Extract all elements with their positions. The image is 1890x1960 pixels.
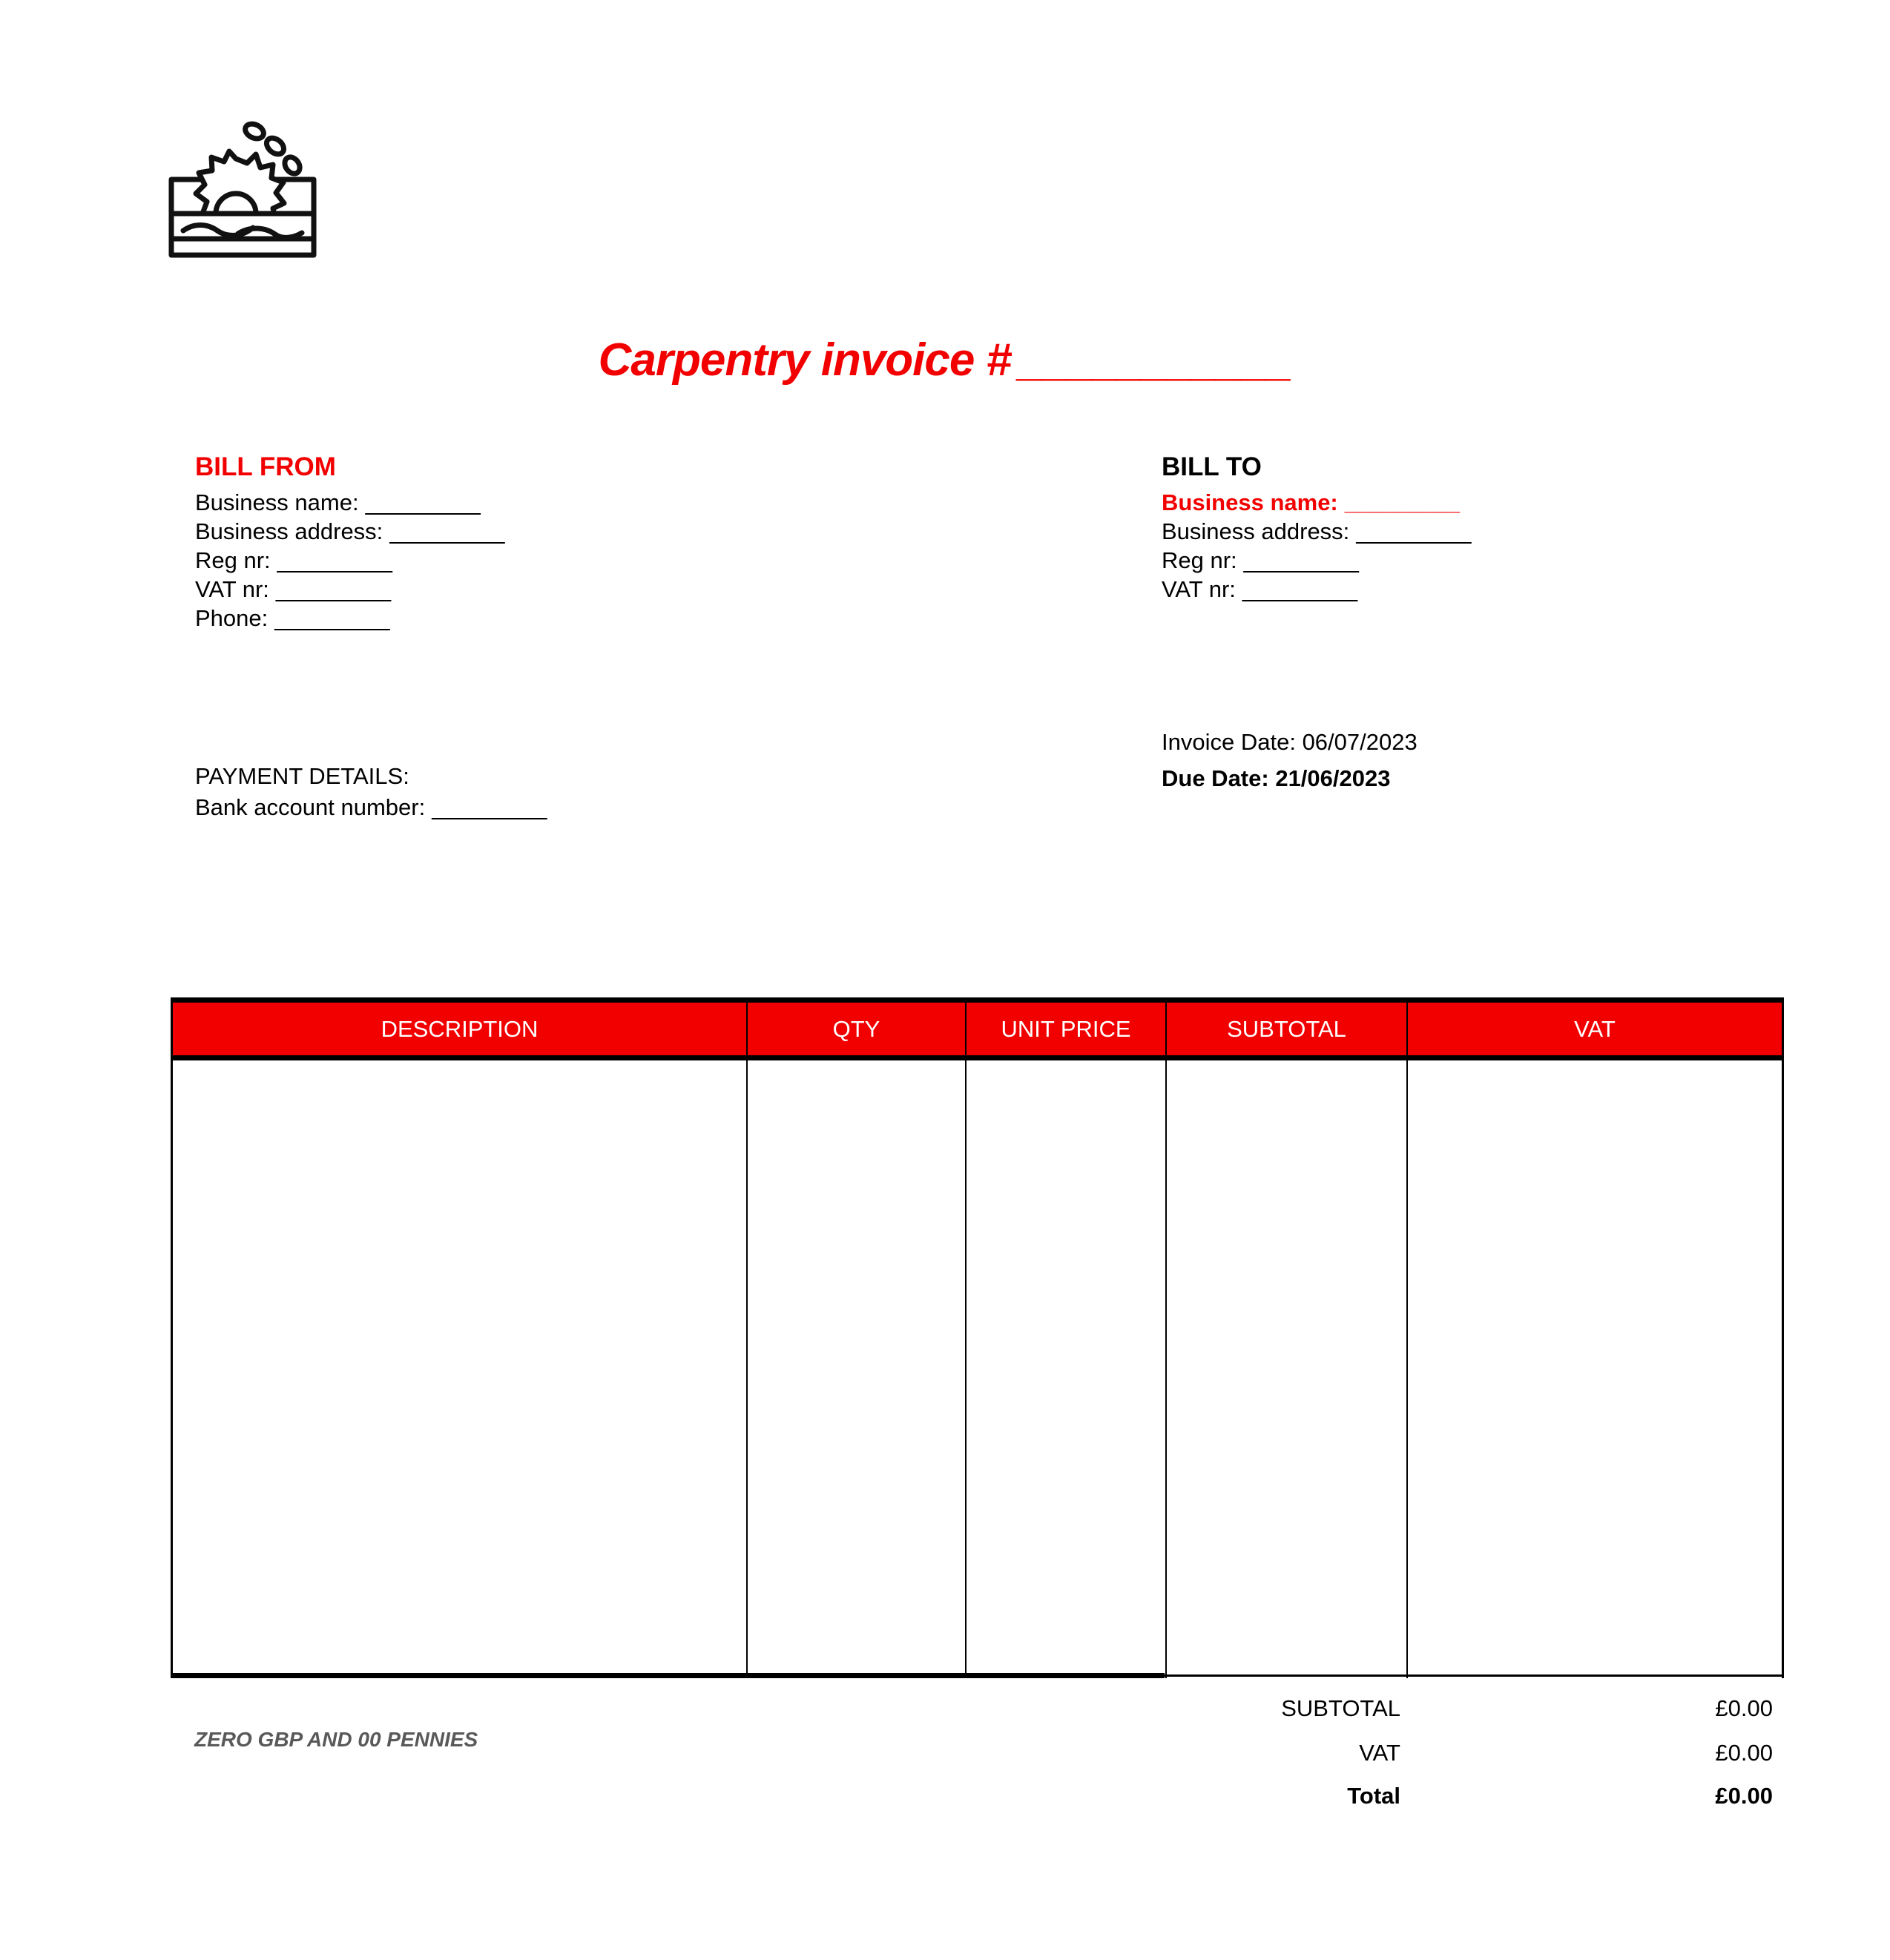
table-bottom-border-thick xyxy=(171,1673,1165,1678)
invoice-date-line xyxy=(1162,724,1418,760)
table-bottom-border-thin xyxy=(1165,1674,1784,1677)
vat-value: £0.00 xyxy=(1715,1740,1773,1766)
phone-blank: _________ xyxy=(274,605,390,631)
invoice-title-text: Carpentry invoice # xyxy=(598,334,1012,386)
bill-to-business-address: Business address: _________ xyxy=(1162,518,1472,544)
column-header-unit-price: UNIT PRICE xyxy=(967,1003,1167,1055)
cell-qty-empty xyxy=(748,1060,967,1678)
column-header-vat: VAT xyxy=(1574,1015,1616,1042)
cell-unit-price-empty xyxy=(967,1060,1167,1678)
table-header-divider xyxy=(171,1055,1784,1060)
total-label: Total xyxy=(1347,1783,1400,1809)
payment-details-heading: PAYMENT DETAILS: xyxy=(195,763,409,789)
bill-from-phone: Phone: _________ xyxy=(195,605,390,631)
bank-account-blank: _________ xyxy=(432,794,547,820)
table-header-row xyxy=(171,1003,1784,1055)
bill-from-section xyxy=(195,452,504,633)
business-address-blank: _________ xyxy=(389,518,505,544)
bill-to-section xyxy=(1162,452,1471,604)
bill-to-vat-nr: VAT nr: _________ xyxy=(1162,576,1358,602)
bank-account-label: Bank account number: xyxy=(195,794,426,820)
bank-account-line xyxy=(195,792,547,823)
carpentry-logo xyxy=(167,110,319,262)
invoice-date-label: Invoice Date: xyxy=(1162,729,1296,755)
payment-details-section xyxy=(195,761,547,823)
cell-subtotal-empty xyxy=(1167,1060,1408,1678)
invoice-number-blank: ___________ xyxy=(1018,334,1292,386)
amount-in-words: ZERO GBP AND 00 PENNIES xyxy=(194,1728,478,1751)
due-date-label: Due Date: xyxy=(1162,765,1269,791)
bill-to-reg-nr: Reg nr: _________ xyxy=(1162,547,1359,573)
subtotal-label: SUBTOTAL xyxy=(1281,1695,1400,1721)
subtotal-value: £0.00 xyxy=(1715,1695,1773,1721)
bill-to-business-name: Business name: _________ xyxy=(1162,489,1460,515)
invoice-title xyxy=(0,334,1890,386)
table-top-border xyxy=(171,997,1784,1003)
bill-from-business-name: Business name: _________ xyxy=(195,489,481,515)
circular-saw-icon xyxy=(167,110,319,262)
column-header-description: DESCRIPTION xyxy=(173,1003,748,1055)
column-header-subtotal: SUBTOTAL xyxy=(1167,1003,1408,1055)
bill-from-business-address: Business address: _________ xyxy=(195,518,505,544)
total-value: £0.00 xyxy=(1715,1783,1773,1809)
business-address-blank: _________ xyxy=(1356,518,1472,544)
cell-description-empty xyxy=(173,1060,748,1678)
business-name-blank: _________ xyxy=(365,489,481,515)
reg-nr-blank: _________ xyxy=(277,547,392,573)
bill-to-heading: BILL TO xyxy=(1162,452,1262,481)
invoice-date-value: 06/07/2023 xyxy=(1302,729,1418,755)
due-date-value: 21/06/2023 xyxy=(1275,765,1391,791)
due-date-line xyxy=(1162,760,1418,796)
vat-nr-blank: _________ xyxy=(1242,576,1358,602)
bill-from-vat-nr: VAT nr: _________ xyxy=(195,576,392,602)
reg-nr-blank: _________ xyxy=(1243,547,1359,573)
bill-from-reg-nr: Reg nr: _________ xyxy=(195,547,392,573)
business-name-blank: _________ xyxy=(1344,489,1460,515)
cell-vat-empty xyxy=(1408,1060,1782,1678)
table-body-row xyxy=(171,1060,1784,1678)
dates-section xyxy=(1162,724,1418,796)
line-items-table xyxy=(171,997,1784,1678)
vat-label: VAT xyxy=(1359,1740,1400,1766)
bill-from-heading: BILL FROM xyxy=(195,452,336,481)
column-header-qty: QTY xyxy=(748,1003,967,1055)
vat-nr-blank: _________ xyxy=(275,576,392,602)
